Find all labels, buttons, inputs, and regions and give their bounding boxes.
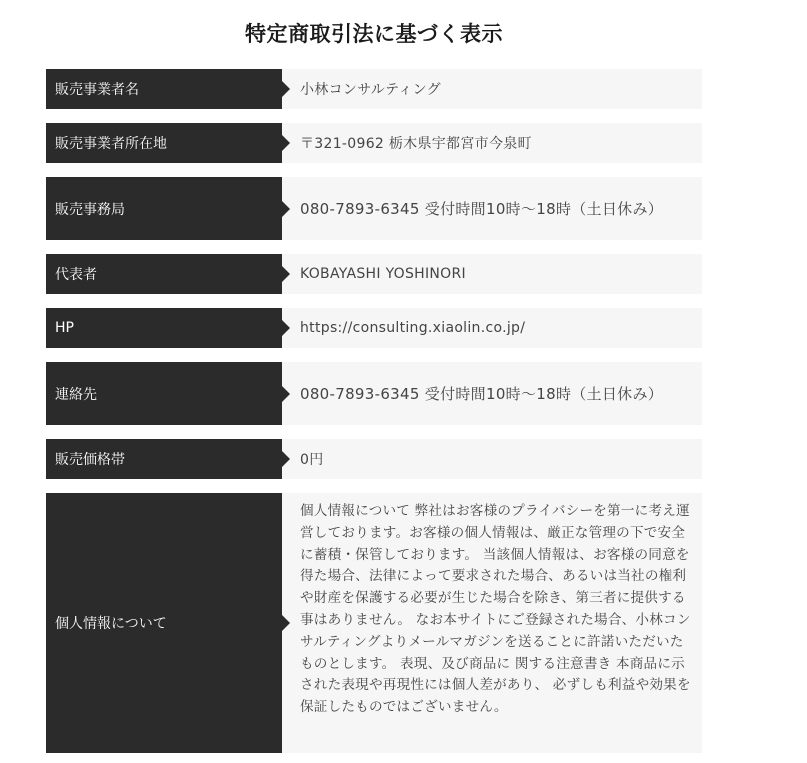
homepage-link[interactable]: https://consulting.xiaolin.co.jp/ [282,308,702,348]
row-label: 販売価格帯 [46,439,282,479]
row-representative [46,254,702,294]
row-value: 小林コンサルティング [282,69,702,109]
row-label: 代表者 [46,254,282,294]
row-label: 販売事業者所在地 [46,123,282,163]
row-label: HP [46,308,282,348]
row-value: 〒321-0962 栃木県宇都宮市今泉町 [282,123,702,163]
row-label: 販売事業者名 [46,69,282,109]
row-privacy [46,493,702,753]
row-contact [46,362,702,425]
row-seller-name [46,69,702,109]
row-price-range [46,439,702,479]
row-label: 連絡先 [46,362,282,425]
row-value: 080-7893-6345 受付時間10時～18時（土日休み） [282,362,702,425]
row-value: 0円 [282,439,702,479]
row-sales-office [46,177,702,240]
privacy-text: 個人情報について 弊社はお客様のプライバシーを第一に考え運営しております。お客様の個人情報は、厳正な管理の下で安全に蓄積・保管しております。 当該個人情報は、お客様の同意を得た場合、法律によって要求された場合、あるいは当社の権利や財産を保護する必要が生じた場合を除き、第三者に提供する事はありません。 なお本サイトにご登録された場合、小林コンサルティングよりメールマガジンを送ることに許諾いただいたものとします。 表現、及び商品に 関する注意書き 本商品に示された表現や再現性には個人差があり、 必ずしも利益や効果を保証したものではございません。 [282,493,702,753]
row-homepage [46,308,702,348]
row-value: 080-7893-6345 受付時間10時～18時（土日休み） [282,177,702,240]
row-label: 販売事務局 [46,177,282,240]
row-label: 個人情報について [46,493,282,753]
row-value: KOBAYASHI YOSHINORI [282,254,702,294]
page-title: 特定商取引法に基づく表示 [245,22,503,46]
row-seller-address [46,123,702,163]
